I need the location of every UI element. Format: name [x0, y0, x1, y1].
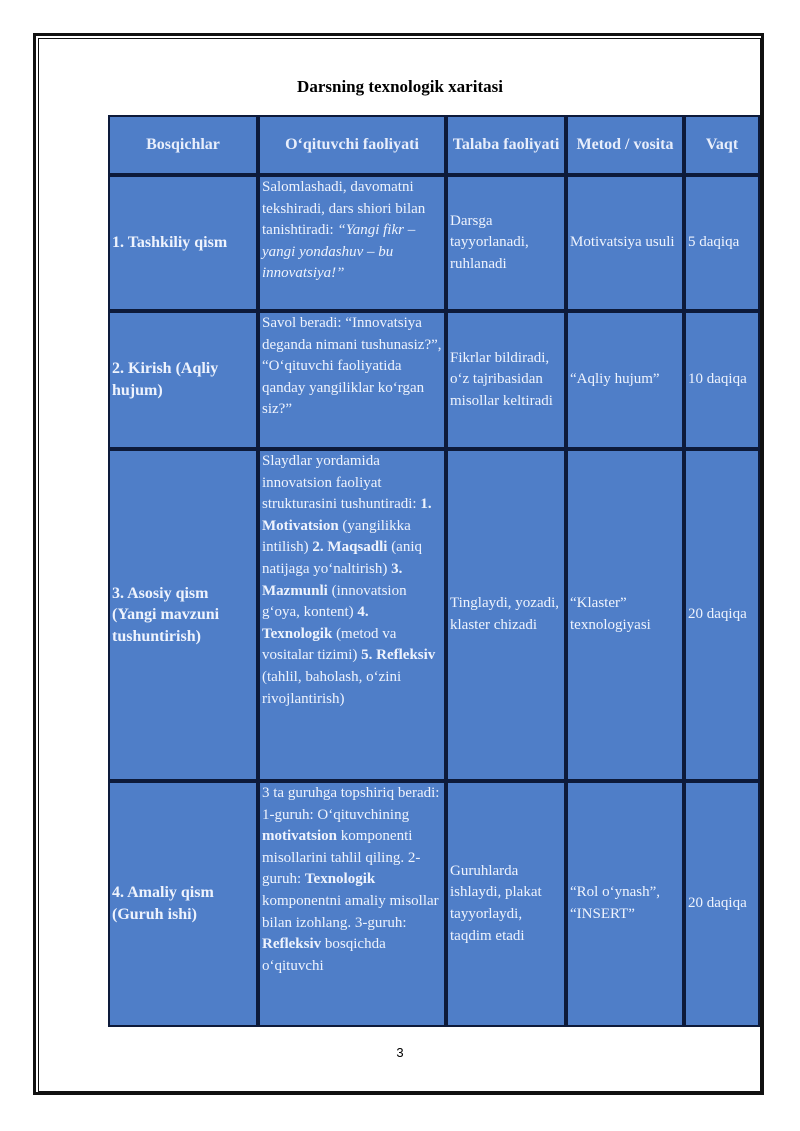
- stage-cell: 4. Amaliy qism (Guruh ishi): [108, 781, 258, 1027]
- page-number: 3: [396, 1045, 404, 1060]
- time-cell: 20 daqiqa: [684, 781, 760, 1027]
- method-cell: “Rol o‘ynash”, “INSERT”: [566, 781, 684, 1027]
- lesson-motto: “Yangi fikr – yangi yondashuv – bu innovatsiya!”: [262, 222, 416, 282]
- teacher-activity-cell: Savol beradi: “Innovatsiya deganda nimani tushunasiz?”, “O‘qituvchi faoliyatida qanday yangiliklar ko‘rgan siz?”: [258, 311, 446, 449]
- header-time: Vaqt: [684, 115, 760, 175]
- header-student-activity: Talaba faoliyati: [446, 115, 566, 175]
- item-desc: (yangilikka intilish): [262, 517, 411, 556]
- item-desc: (aniq natijaga yo‘naltirish): [262, 539, 423, 577]
- stage-cell: 2. Kirish (Aqliy hujum): [108, 311, 258, 449]
- item-number: 2.: [312, 539, 324, 556]
- teacher-term: Refleksiv: [262, 936, 322, 953]
- table-header-row: [108, 115, 760, 175]
- student-activity-cell: Fikrlar bildiradi, o‘z tajribasidan misollar keltiradi: [446, 311, 566, 449]
- item-term: Mazmunli: [262, 582, 328, 599]
- item-desc: (innovatsion g‘oya, kontent): [262, 582, 407, 621]
- teacher-text: komponentni amaliy misollar bilan izohlang. 3-guruh:: [262, 892, 439, 931]
- item-term: Motivatsion: [262, 517, 339, 534]
- header-teacher-activity: O‘qituvchi faoliyati: [258, 115, 446, 175]
- item-number: 5.: [361, 647, 373, 664]
- header-method: Metod / vosita: [566, 115, 684, 175]
- teacher-text: Slaydlar yordamida innovatsion faoliyat strukturasini tushuntiradi:: [262, 453, 421, 513]
- table-row: [108, 311, 760, 449]
- item-term: Maqsadli: [327, 539, 388, 556]
- teacher-term: Texnologik: [304, 871, 376, 888]
- teacher-text: 3 ta guruhga topshiriq beradi: 1-guruh: O‘qituvchining: [262, 785, 440, 823]
- item-desc: (metod va vositalar tizimi): [262, 625, 397, 664]
- item-term: Texnologik: [262, 625, 333, 642]
- student-activity-cell: Guruhlarda ishlaydi, plakat tayyorlaydi, taqdim etadi: [446, 781, 566, 1027]
- document-title: Darsning texnologik xaritasi: [297, 77, 503, 96]
- teacher-activity-cell: [258, 449, 446, 781]
- student-activity-cell: Darsga tayyorlanadi, ruhlanadi: [446, 175, 566, 311]
- teacher-term: motivatsion: [262, 828, 337, 845]
- table-row: [108, 449, 760, 781]
- item-desc: (tahlil, baholash, o‘zini rivojlantirish): [262, 668, 402, 707]
- student-activity-cell: Tinglaydi, yozadi, klaster chizadi: [446, 449, 566, 781]
- item-number: 4.: [357, 604, 369, 621]
- teacher-activity-cell: [258, 175, 446, 311]
- time-cell: 10 daqiqa: [684, 311, 760, 449]
- header-stages: Bosqichlar: [108, 115, 258, 175]
- item-number: 3.: [391, 560, 403, 577]
- teacher-text: bosqichda o‘qituvchi: [262, 936, 386, 974]
- teacher-text: komponenti misollarini tahlil qiling. 2-guruh:: [262, 828, 421, 888]
- method-cell: “Aqliy hujum”: [566, 311, 684, 449]
- teacher-text: Salomlashadi, davomatni tekshiradi, dars shiori bilan tanishtiradi:: [262, 179, 426, 239]
- method-cell: “Klaster” texnologiyasi: [566, 449, 684, 781]
- table-row: [108, 175, 760, 311]
- stage-cell: 1. Tashkiliy qism: [108, 175, 258, 311]
- table-row: [108, 781, 760, 1027]
- item-number: 1.: [420, 496, 432, 513]
- method-cell: Motivatsiya usuli: [566, 175, 684, 311]
- time-cell: 20 daqiqa: [684, 449, 760, 781]
- stage-cell: 3. Asosiy qism (Yangi mavzuni tushuntirish): [108, 449, 258, 781]
- time-cell: 5 daqiqa: [684, 175, 760, 311]
- teacher-activity-cell: [258, 781, 446, 1027]
- item-term: Refleksiv: [376, 647, 436, 664]
- lesson-map-table: [108, 115, 760, 1027]
